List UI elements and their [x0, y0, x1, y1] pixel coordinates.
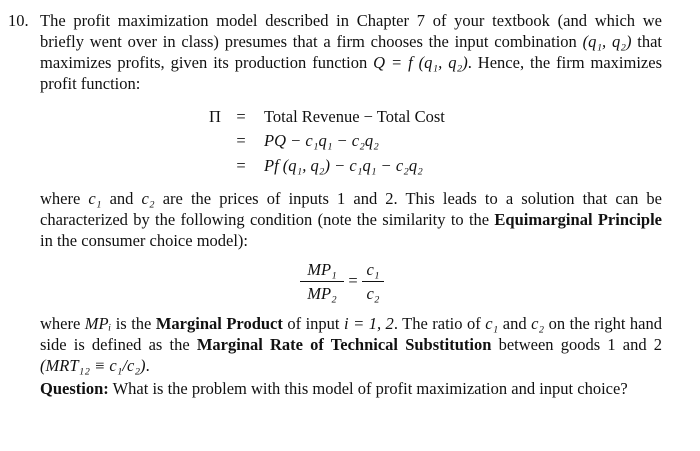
mp-ratio-fraction: [300, 259, 344, 304]
where2-text-4: . The ratio of: [393, 314, 486, 333]
where2-text-5: and: [498, 314, 532, 333]
production-function-math: Q = f (q₁, q₂): [373, 53, 468, 72]
mpi-symbol: MPᵢ: [84, 314, 112, 333]
equals-sign-1: =: [236, 107, 246, 126]
mrts-term: Marginal Rate of Technical Substitution: [196, 335, 492, 354]
question-text: What is the problem with this model of profit maximization and input choice?: [108, 379, 628, 398]
where2-text-2: is the: [111, 314, 156, 333]
equation-line-1: Total Revenue − Total Cost: [264, 107, 445, 126]
fraction-bar-right: [362, 281, 384, 282]
c2-denominator: c₂: [366, 284, 380, 303]
question-paragraph: [40, 378, 662, 399]
equals-sign-3: =: [236, 156, 246, 175]
intro-text-2: that maximizes profits, given its production function: [40, 32, 662, 72]
c1-numerator: c₁: [366, 260, 380, 279]
where1-text-1: where: [40, 189, 89, 208]
question-number: 10.: [8, 11, 29, 30]
price-ratio-fraction: [362, 259, 384, 304]
input-combination-math: (q₁, q₂): [582, 32, 632, 51]
mp2-denominator: MP₂: [307, 284, 337, 303]
equation-line-3: Pf (q₁, q₂) − c₁q₁ − c₂q₂: [264, 156, 423, 175]
condition-equals-sign: =: [348, 271, 358, 290]
where1-text-4: in the consumer choice model):: [40, 231, 249, 250]
where2-text-3: of input: [282, 314, 344, 333]
input-index-math: i = 1, 2: [344, 314, 394, 333]
mrt-definition-math: (MRT₁₂ ≡ c₁/c₂): [40, 356, 146, 375]
equals-sign-2: =: [236, 131, 246, 150]
c2-symbol: c₂: [141, 189, 155, 208]
where-paragraph-2: [40, 313, 662, 376]
c1-symbol: c₁: [88, 189, 102, 208]
where1-text-2: and: [101, 189, 142, 208]
profit-symbol: Π: [209, 107, 221, 126]
where2-text-8: .: [145, 356, 150, 375]
where2-text-6: on the right hand side is defined as the: [40, 314, 662, 354]
mp1-numerator: MP₁: [307, 260, 337, 279]
where2-text-7: between goods 1 and 2: [491, 335, 662, 354]
c2-symbol-2: c₂: [531, 314, 545, 333]
intro-text-3: . Hence, the firm maximizes profit function:: [40, 53, 662, 93]
intro-paragraph: [40, 10, 662, 94]
question-label: Question:: [40, 379, 109, 398]
where-paragraph-1: [40, 188, 662, 251]
equimarginal-principle-term: Equimarginal Principle: [494, 210, 662, 229]
equation-line-2: PQ − c₁q₁ − c₂q₂: [264, 131, 379, 150]
where1-text-3: are the prices of inputs 1 and 2. This leads to a solution that can be characterized by the following condition (note the similarity to the: [40, 189, 663, 229]
intro-text-1: The profit maximization model described in Chapter 7 of your textbook (and which we briefly went over in class) presumes that a firm chooses the input combination: [40, 11, 662, 51]
c1-symbol-2: c₁: [485, 314, 499, 333]
fraction-bar-left: [300, 281, 344, 282]
marginal-product-term: Marginal Product: [155, 314, 283, 333]
where2-text-1: where: [40, 314, 85, 333]
